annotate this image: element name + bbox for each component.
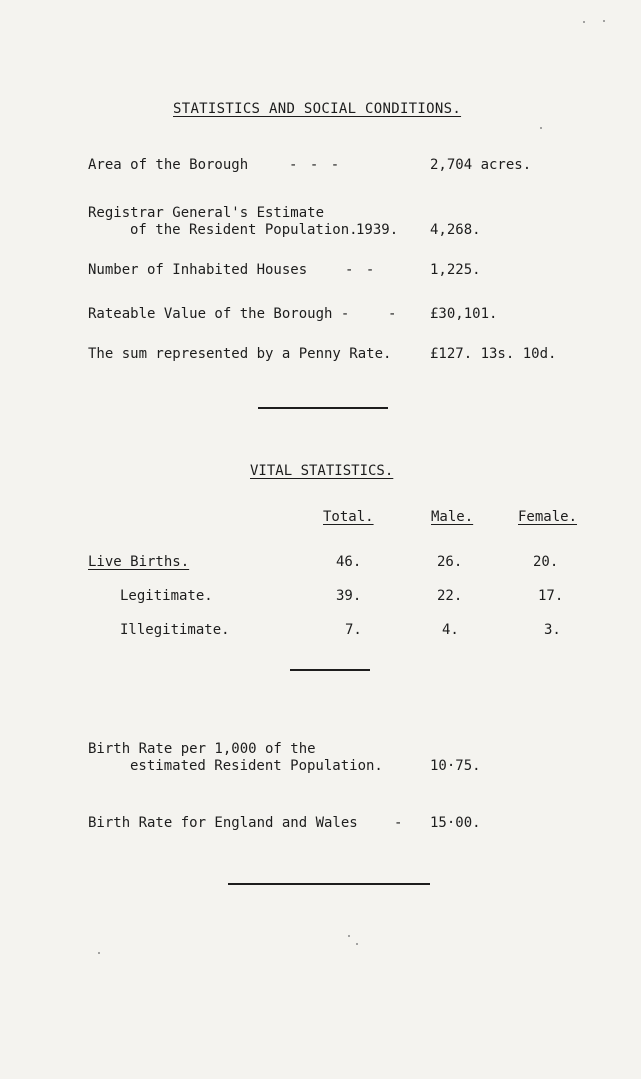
birth-rate-value: 10·75. [430,758,481,774]
row-label-legitimate: Legitimate. [120,588,213,604]
cell-total-legitimate: 39. [336,588,362,604]
cell-total-live-births: 46. [336,554,362,570]
stat-label-estimate-line1: Registrar General's Estimate [88,205,325,221]
stat-dashes-area: - - - [289,157,342,173]
stat-label-rateable: Rateable Value of the Borough - [88,306,350,322]
stat-value-rateable: £30,101. [430,306,498,322]
section-divider-small [290,669,370,671]
row-label-illegitimate: Illegitimate. [120,622,230,638]
england-rate-dash: - [394,815,403,831]
stat-value-houses: 1,225. [430,262,481,278]
stat-value-area: 2,704 acres. [430,157,532,173]
paper-speck [603,20,605,22]
cell-female-live-births: 20. [533,554,559,570]
birth-rate-label-line1: Birth Rate per 1,000 of the [88,741,316,757]
col-header-female: Female. [518,509,578,525]
section-divider [258,407,388,409]
col-header-total: Total. [323,509,374,525]
cell-male-illegitimate: 4. [442,622,459,638]
stat-label-estimate-line2: of the Resident Population. [130,222,358,238]
cell-female-legitimate: 17. [538,588,564,604]
stat-label-houses: Number of Inhabited Houses [88,262,308,278]
stat-label-penny-rate: The sum represented by a Penny Rate. [88,346,392,362]
paper-speck [540,127,542,129]
cell-female-illegitimate: 3. [544,622,561,638]
cell-male-live-births: 26. [437,554,463,570]
col-header-male: Male. [431,509,474,525]
stat-dashes-houses: - - [345,262,377,278]
stat-value-estimate: 4,268. [430,222,481,238]
row-label-live-births: Live Births. [88,554,190,570]
cell-total-illegitimate: 7. [345,622,362,638]
page-heading: STATISTICS AND SOCIAL CONDITIONS. [173,101,462,117]
stat-label-area: Area of the Borough [88,157,249,173]
birth-rate-label-line2: estimated Resident Population. [130,758,383,774]
england-rate-label: Birth Rate for England and Wales [88,815,358,831]
paper-speck [348,935,350,937]
stat-value-penny-rate: £127. 13s. 10d. [430,346,557,362]
stat-estimate-year: 1939. [356,222,399,238]
stat-dashes-rateable: - [388,306,397,322]
paper-speck [583,21,585,23]
cell-male-legitimate: 22. [437,588,463,604]
england-rate-value: 15·00. [430,815,481,831]
paper-speck [356,943,358,945]
paper-speck [98,952,100,954]
vital-heading: VITAL STATISTICS. [250,463,394,479]
bottom-rule [228,883,430,885]
